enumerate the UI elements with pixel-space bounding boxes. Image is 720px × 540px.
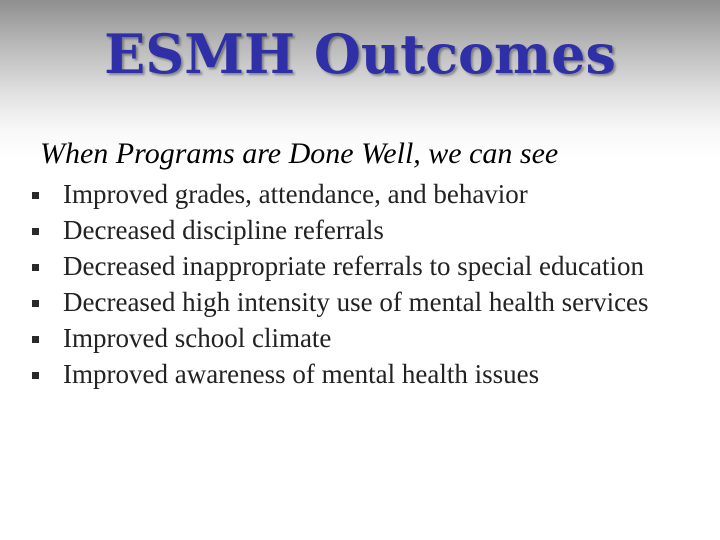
slide-title: ESMH Outcomes — [104, 22, 616, 86]
square-bullet-icon — [32, 336, 39, 343]
bullet-item — [0, 215, 720, 245]
bullet-item — [0, 359, 720, 389]
square-bullet-icon — [32, 372, 39, 379]
bullet-text: Improved awareness of mental health issues — [63, 359, 540, 389]
bullet-item — [0, 323, 720, 353]
bullet-text: Improved grades, attendance, and behavior — [63, 179, 528, 209]
bullet-text: Decreased inappropriate referrals to special education — [63, 251, 644, 281]
square-bullet-icon — [32, 300, 39, 307]
bullet-text: Improved school climate — [63, 323, 332, 353]
bullet-item — [0, 179, 720, 209]
bullet-item — [0, 287, 720, 317]
square-bullet-icon — [32, 264, 39, 271]
slide-subtitle: When Programs are Done Well, we can see — [40, 137, 559, 170]
bullet-item — [0, 251, 720, 281]
square-bullet-icon — [32, 192, 39, 199]
square-bullet-icon — [32, 228, 39, 235]
bullet-list — [0, 179, 720, 395]
bullet-text: Decreased high intensity use of mental health services — [63, 287, 649, 317]
bullet-text: Decreased discipline referrals — [63, 215, 384, 245]
